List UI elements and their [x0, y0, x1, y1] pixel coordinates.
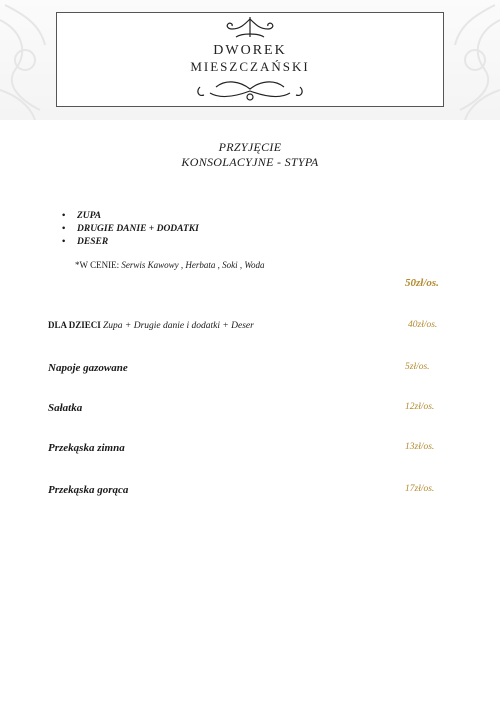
- kids-row: [48, 320, 448, 336]
- header-band: [0, 0, 500, 120]
- kids-label-group: [48, 320, 254, 331]
- kids-label: DLA DZIECI: [48, 320, 101, 330]
- extra-price: 5zł/os.: [405, 362, 430, 372]
- course-label: DESER: [77, 237, 109, 247]
- main-price: 50zł/os.: [405, 277, 439, 289]
- extra-label: Sałatka: [48, 402, 83, 414]
- list-item: [60, 210, 199, 223]
- included-text: Serwis Kawowy , Herbata , Soki , Woda: [121, 260, 265, 270]
- extra-row-napoje: [48, 362, 448, 378]
- logo-line-2: MIESZCZAŃSKI: [190, 59, 310, 74]
- logo-frame: [56, 12, 444, 107]
- kids-price: 40zł/os.: [408, 320, 438, 330]
- bullet-icon: •: [62, 237, 66, 247]
- extra-label: Przekąska gorąca: [48, 484, 129, 496]
- extra-row-przekaska-zimna: [48, 442, 448, 458]
- included-note: [75, 260, 265, 270]
- extra-price: 17zł/os.: [405, 484, 435, 494]
- course-list: [60, 210, 199, 249]
- extra-row-salatka: [48, 402, 448, 418]
- extra-price: 13zł/os.: [405, 442, 435, 452]
- extra-label: Napoje gazowane: [48, 362, 128, 374]
- extra-price: 12zł/os.: [405, 402, 435, 412]
- page-title: [0, 140, 500, 170]
- bullet-icon: •: [62, 211, 66, 221]
- list-item: [60, 223, 199, 236]
- course-label: ZUPA: [77, 211, 102, 221]
- kids-description: Zupa + Drugie danie i dodatki + Deser: [103, 321, 254, 331]
- included-lead: *W CENIE:: [75, 260, 120, 270]
- extra-row-przekaska-goraca: [48, 484, 448, 500]
- list-item: [60, 236, 199, 249]
- bullet-icon: •: [62, 224, 66, 234]
- title-line-1: PRZYJĘCIE: [218, 140, 282, 154]
- title-line-2: KONSOLACYJNE - STYPA: [181, 155, 319, 169]
- logo-line-1: DWOREK: [213, 43, 287, 58]
- extra-label: Przekąska zimna: [48, 442, 125, 454]
- course-label: DRUGIE DANIE + DODATKI: [77, 224, 199, 234]
